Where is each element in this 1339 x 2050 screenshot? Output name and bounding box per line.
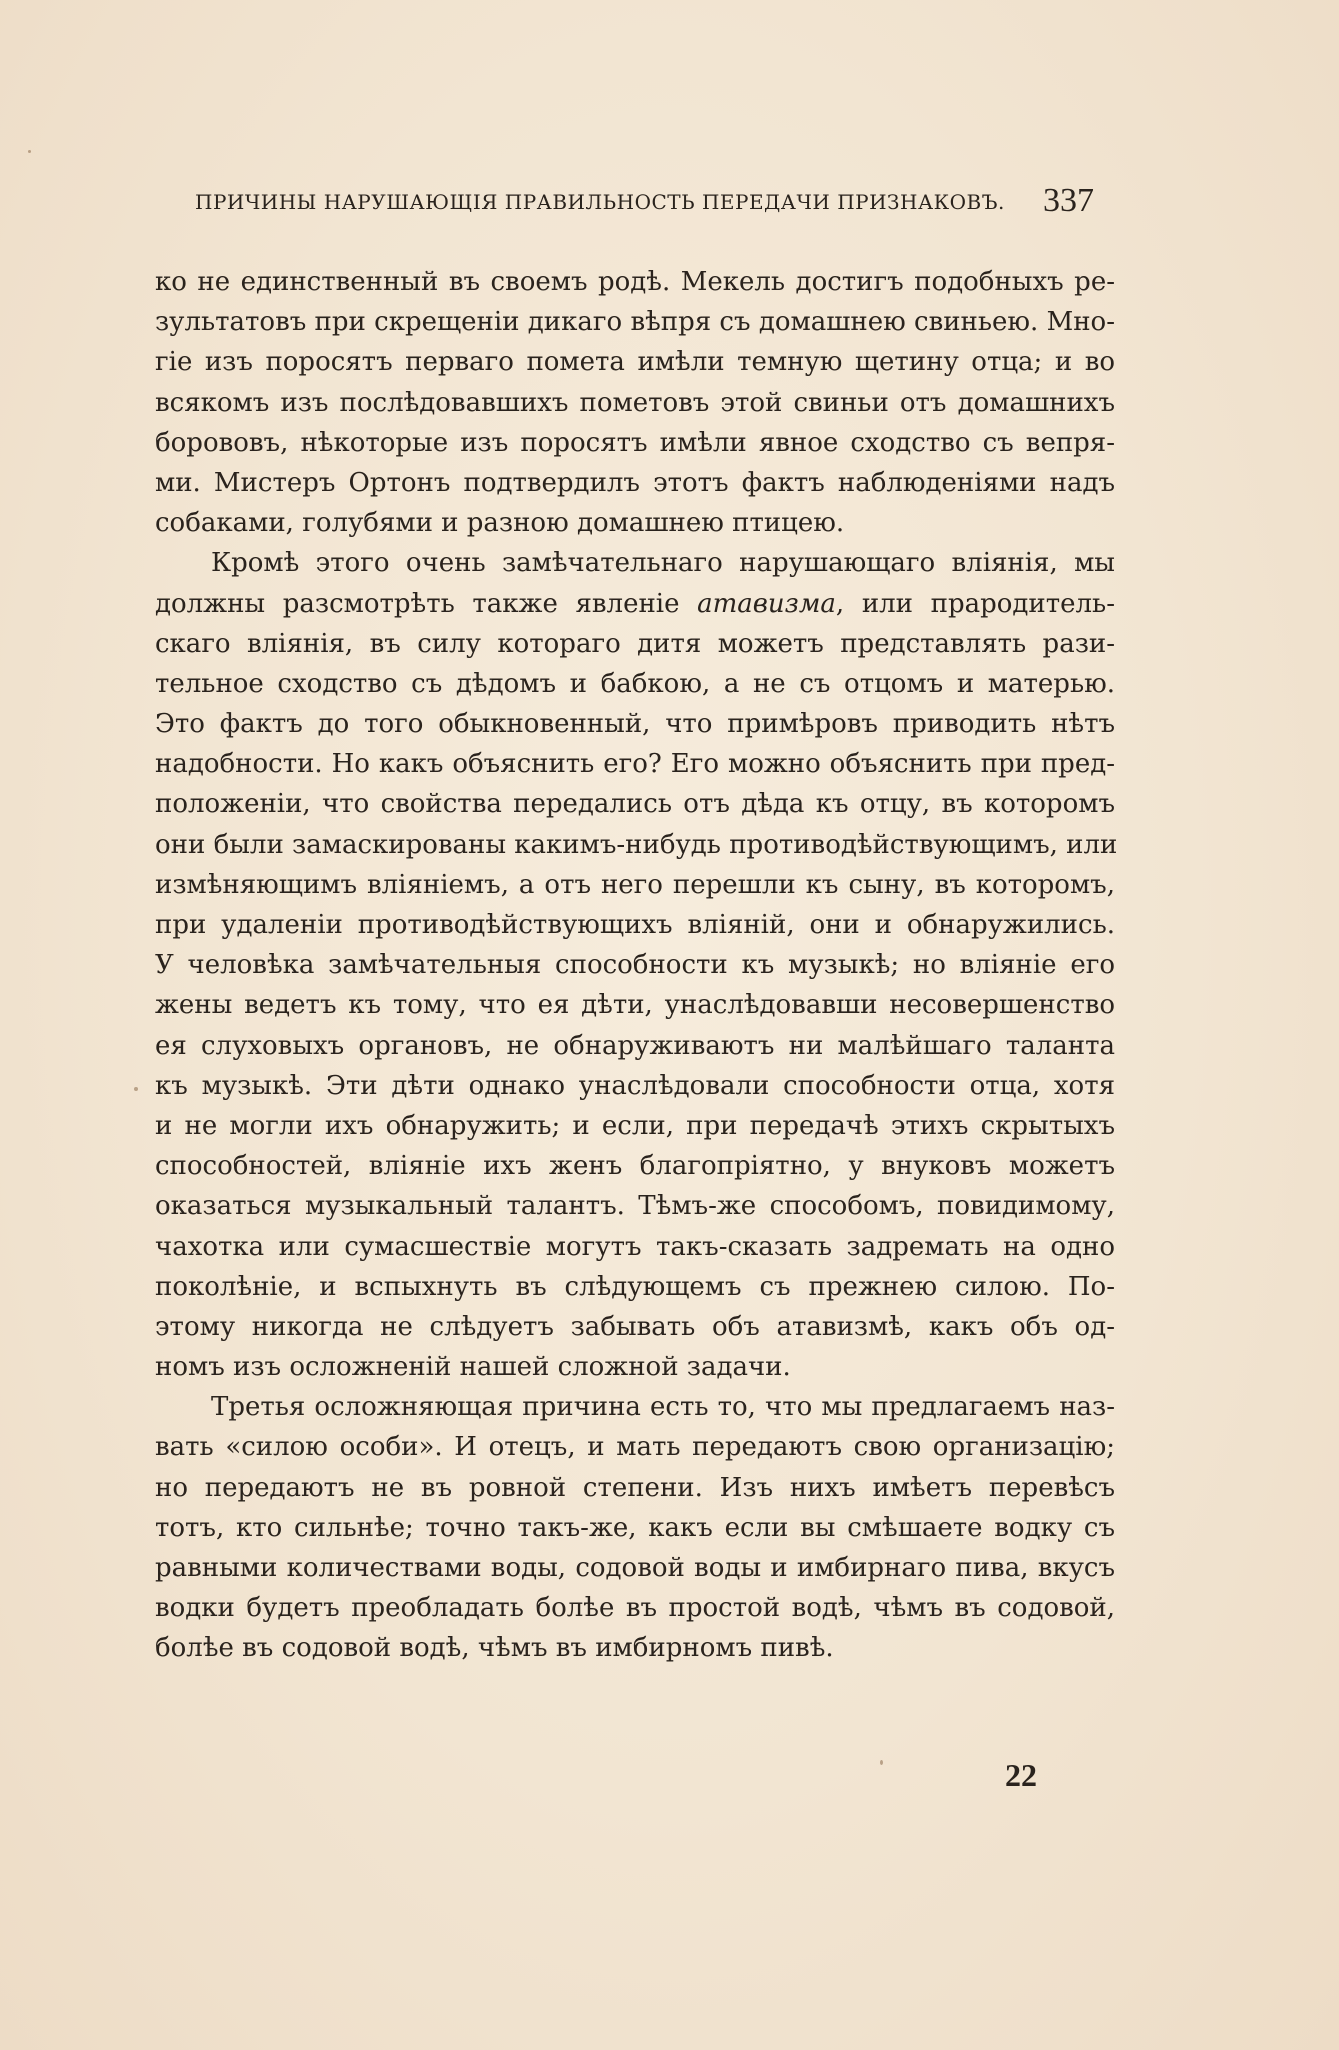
text-line: зультатовъ при скрещеніи дикаго вѣпря съ домашнею свиньею. Мно- <box>155 307 1115 338</box>
running-title: ПРИЧИНЫ НАРУШАЮЩІЯ ПРАВИЛЬНОСТЬ ПЕРЕДАЧИ ПРИЗНАКОВЪ. <box>195 190 1005 214</box>
text-line: поколѣніе, и вспыхнуть въ слѣдующемъ съ прежнею силою. По- <box>155 1271 1115 1302</box>
text-line: этому никогда не слѣдуетъ забывать объ атавизмѣ, какъ объ од- <box>155 1311 1115 1342</box>
text-line: борововъ, нѣкоторые изъ поросятъ имѣли явное сходство съ вепря- <box>155 427 1115 458</box>
paragraph-1 <box>155 262 1115 543</box>
text-line: ко не единственный въ своемъ родѣ. Мекель достигъ подобныхъ ре- <box>155 267 1115 297</box>
text-line: водки будетъ преобладать болѣе въ простой водѣ, чѣмъ въ содовой, <box>155 1593 1115 1624</box>
text-line: Это фактъ до того обыкновенный, что примѣровъ приводить нѣтъ <box>155 709 1115 740</box>
running-head <box>155 178 1115 238</box>
text-line: тельное сходство съ дѣдомъ и бабкою, а не съ отцомъ и матерью. <box>155 668 1115 699</box>
text-line: равными количествами воды, содовой воды и имбирнаго пива, вкусъ <box>155 1553 1115 1583</box>
text-line: способностей, вліяніе ихъ женъ благопріятно, у внуковъ можетъ <box>155 1151 1115 1182</box>
text-line: всякомъ изъ послѣдовавшихъ пометовъ этой свиньи отъ домашнихъ <box>155 387 1115 418</box>
paper-speck <box>28 150 31 153</box>
text-line: измѣняющимъ вліяніемъ, а отъ него перешли къ сыну, въ которомъ, <box>155 869 1115 900</box>
text-line: Третья осложняющая причина есть то, что мы предлагаемъ наз- <box>211 1392 1115 1423</box>
text-line: они были замаскированы какимъ-нибудь противодѣйствующимъ, или <box>155 829 1118 860</box>
text-line: но передаютъ не въ ровной степени. Изъ нихъ имѣетъ перевѣсъ <box>155 1472 1115 1503</box>
page-number: 337 <box>1043 182 1094 219</box>
text-line: скаго вліянія, въ силу котораго дитя можетъ представлять рази- <box>155 628 1115 659</box>
text-line: оказаться музыкальный талантъ. Тѣмъ-же способомъ, повидимому, <box>155 1191 1115 1222</box>
text-line-with-italic: должны разсмотрѣть также явленіе атавизма, или прародитель- <box>155 588 1115 619</box>
text-line: положеніи, что свойства передались отъ дѣда къ отцу, въ которомъ <box>155 789 1115 820</box>
paragraph-3 <box>155 1387 1115 1668</box>
signature-mark: 22 <box>1005 1757 1037 1793</box>
text-line: ея слуховыхъ органовъ, не обнаруживаютъ ни малѣйшаго таланта <box>155 1030 1115 1061</box>
text-line: тотъ, кто сильнѣе; точно такъ-же, какъ если вы смѣшаете водку съ <box>155 1512 1115 1543</box>
text-line: чахотка или сумасшествіе могутъ такъ-сказать задремать на одно <box>155 1231 1115 1262</box>
text-line: надобности. Но какъ объяснить его? Его можно объяснить при пред- <box>155 749 1115 780</box>
text-line: жены ведетъ къ тому, что ея дѣти, унаслѣдовавши несовершенство <box>155 990 1115 1021</box>
body-text <box>155 262 1118 1669</box>
text-line: къ музыкѣ. Эти дѣти однако унаслѣдовали способности отца, хотя <box>155 1070 1115 1101</box>
text-line: болѣе въ содовой водѣ, чѣмъ въ имбирномъ пивѣ. <box>155 1633 834 1664</box>
text-line: собаками, голубями и разною домашнею птицею. <box>155 508 845 539</box>
paper-speck <box>134 1087 138 1091</box>
text-line: гіе изъ поросятъ перваго помета имѣли темную щетину отца; и во <box>155 347 1115 378</box>
text-line: Кромѣ этого очень замѣчательнаго нарушающаго вліянія, мы <box>211 548 1115 579</box>
italic-term: атавизма <box>697 588 836 619</box>
text-line: номъ изъ осложненій нашей сложной задачи. <box>155 1352 791 1383</box>
text-line: при удаленіи противодѣйствующихъ вліяній, они и обнаружились. <box>155 910 1115 940</box>
paper-speck <box>880 1760 883 1765</box>
text-line: вать «силою особи». И отецъ, и мать передаютъ свою организацію; <box>155 1432 1115 1463</box>
text-line: У человѣка замѣчательныя способности къ музыкѣ; но вліяніе его <box>155 950 1115 981</box>
text-line: и не могли ихъ обнаружить; и если, при передачѣ этихъ скрытыхъ <box>155 1110 1115 1141</box>
text-line: ми. Мистеръ Ортонъ подтвердилъ этотъ фактъ наблюденіями надъ <box>155 467 1115 498</box>
paragraph-2 <box>155 543 1118 1387</box>
